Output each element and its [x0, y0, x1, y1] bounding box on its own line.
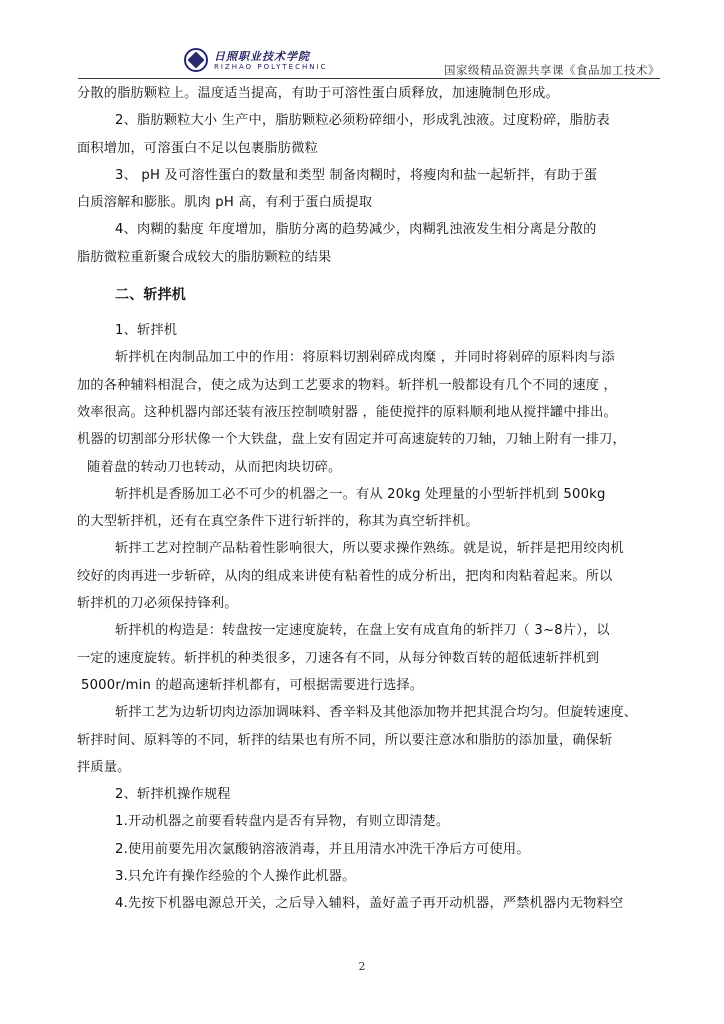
page-number: 2 [358, 960, 366, 973]
course-title: 国家级精品资源共享课《食品加工技术》 [444, 63, 660, 77]
text-line: 面积增加，可溶蛋白不足以包裹脂肪微粒 [77, 140, 318, 156]
text-line: 斩拌机在肉制品加工中的作用：将原料切割剁碎成肉糜 ，并同时将剁碎的原料肉与添 [115, 350, 615, 366]
school-logo [184, 46, 404, 76]
text-line: 一定的速度旋转。斩拌机的种类很多，刀速各有不同，从每分钟数百转的超低速斩拌机到 [77, 650, 600, 666]
school-emblem-icon [184, 48, 208, 72]
text-line: 效率很高。这种机器内部还装有液压控制喷射器 ，能使搅拌的原料顺利地从搅拌罐中排出。 [77, 404, 617, 420]
text-line: 斩拌工艺对控制产品粘着性影响很大，所以要求操作熟练。就是说，斩拌是把用绞肉机 [115, 541, 624, 557]
list-item: 3.只允许有操作经验的个人操作此机器。 [115, 869, 356, 885]
text-line: 斩拌机是香肠加工必不可少的机器之一。有从 20kg 处理量的小型斩拌机到 500kg [115, 486, 606, 502]
list-item: 2.使用前要先用次氯酸钠溶液消毒，并且用清水冲洗干净后方可使用。 [115, 841, 530, 857]
text-line: 机器的切割部分形状像一个大铁盘，盘上安有固定并可高速旋转的刀轴，刀轴上附有一排刀， [77, 432, 626, 448]
text-line: 4、肉糊的黏度 年度增加，脂肪分离的趋势减少，肉糊乳浊液发生相分离是分散的 [115, 222, 597, 238]
logo-english-name: RIZHAO POLYTECHNIC [214, 63, 328, 71]
document-body [77, 80, 657, 918]
text-line: 5000r/min 的超高速斩拌机都有，可根据需要进行选择。 [81, 677, 424, 693]
subsection-heading: 2、斩拌机操作规程 [115, 787, 231, 803]
section-heading: 二、斩拌机 [115, 287, 186, 304]
text-line: 分散的脂肪颗粒上。温度适当提高，有助于可溶性蛋白质释放，加速腌制色形成。 [77, 86, 559, 101]
text-line: 加的各种辅料相混合，使之成为达到工艺要求的物料。斩拌机一般都设有几个不同的速度 ， [77, 377, 617, 393]
text-line: 绞好的肉再进一步斩碎，从肉的组成来讲使有粘着性的成分析出，把肉和肉粘着起来。所以 [77, 568, 613, 584]
text-line: 拌质量。 [77, 759, 131, 775]
list-item: 4.先按下机器电源总开关，之后导入辅料，盖好盖子再开动机器，严禁机器内无物料空 [115, 896, 624, 912]
text-line: 斩拌机的构造是：转盘按一定速度旋转，在盘上安有成直角的斩拌刀（ 3~8片），以 [115, 623, 610, 639]
text-line: 白质溶解和膨胀。肌肉 pH 高，有利于蛋白质提取 [77, 195, 373, 211]
text-line: 的大型斩拌机，还有在真空条件下进行斩拌的，称其为真空斩拌机。 [77, 514, 479, 530]
text-line: 3、 pH 及可溶性蛋白的数量和类型 制备肉糊时，将瘦肉和盐一起斩拌，有助于蛋 [115, 167, 598, 183]
text-line: 随着盘的转动刀也转动，从而把肉块切碎。 [87, 459, 342, 475]
text-line: 斩拌工艺为边斩切肉边添加调味料、香辛料及其他添加物并把其混合均匀。但旋转速度、 [115, 705, 638, 721]
subsection-heading: 1、斩拌机 [115, 323, 178, 339]
text-line: 斩拌机的刀必须保持锋利。 [77, 596, 238, 612]
text-line: 斩拌时间、原料等的不同，斩拌的结果也有所不同，所以要注意冰和脂肪的添加量，确保斩 [77, 732, 613, 748]
text-line: 2、脂肪颗粒大小 生产中，脂肪颗粒必须粉碎细小，形成乳浊液。过度粉碎，脂肪表 [115, 113, 610, 129]
page-header [78, 46, 660, 79]
logo-chinese-name: 日照职业技术学院 [214, 50, 310, 63]
text-line: 脂肪微粒重新聚合成较大的脂肪颗粒的结果 [77, 249, 332, 265]
list-item: 1.开动机器之前要看转盘内是否有异物，有则立即清楚。 [115, 814, 450, 830]
